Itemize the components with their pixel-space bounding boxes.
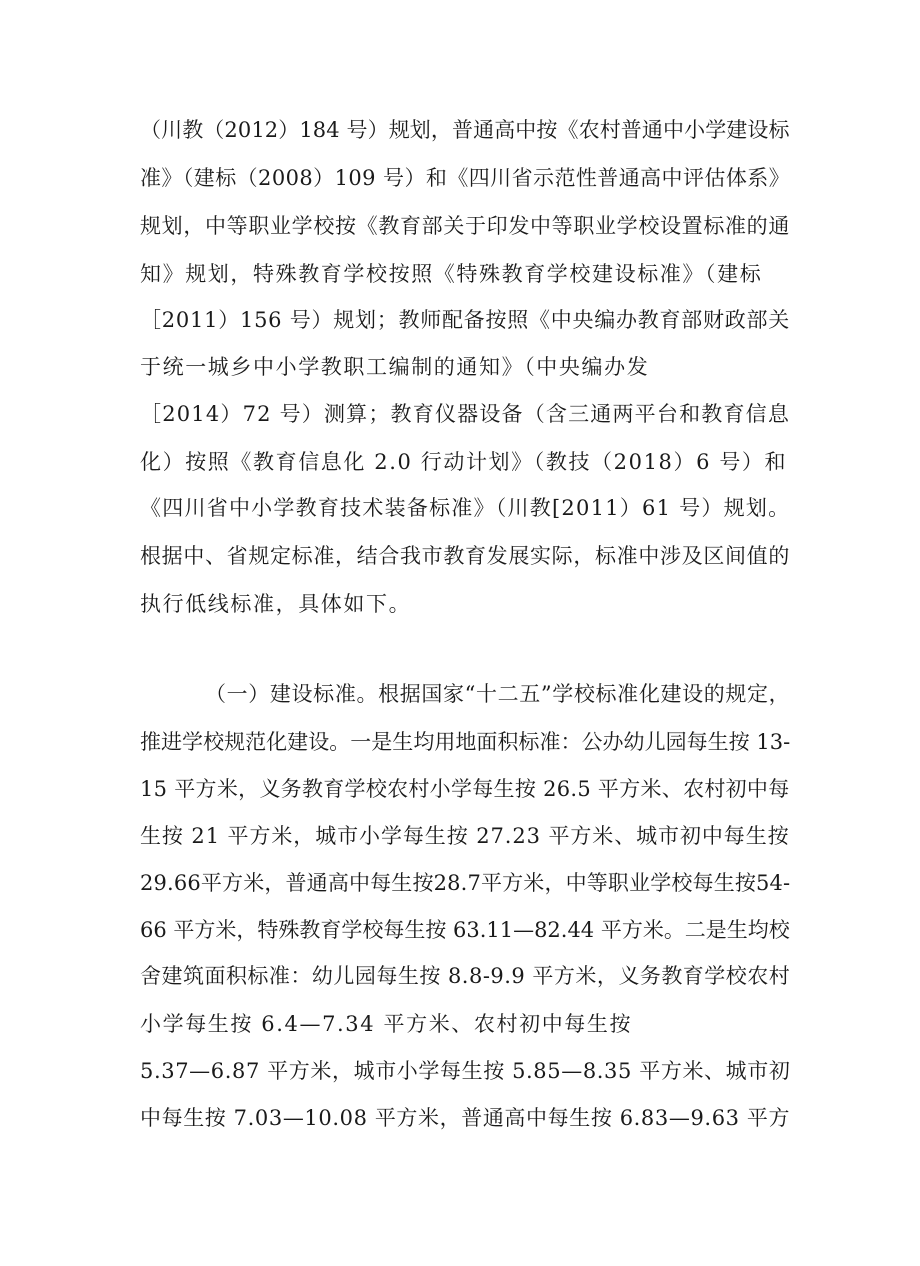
text-line: 推进学校规范化建设。一是生均用地面积标准：公办幼儿园每生按 13- bbox=[140, 730, 791, 754]
text-line: 《四川省中小学教育技术装备标准》（川教[2011）61 号）规划。 bbox=[140, 496, 791, 520]
text-line: 66 平方米，特殊教育学校每生按 63.11—82.44 平方米。二是生均校 bbox=[140, 918, 790, 942]
text-line: 生按 21 平方米，城市小学每生按 27.23 平方米、城市初中每生按 bbox=[140, 824, 790, 848]
text-line: 准》（建标（2008）109 号）和《四川省示范性普通高中评估体系》 bbox=[140, 166, 791, 190]
text-line: （一）建设标准。根据国家“十二五”学校标准化建设的规定， bbox=[205, 682, 791, 706]
text-line: 规划，中等职业学校按《教育部关于印发中等职业学校设置标准的通 bbox=[140, 214, 790, 238]
text-line: 于统一城乡中小学教职工编制的通知》（中央编办发 bbox=[140, 355, 650, 379]
text-line: 化）按照《教育信息化 2.0 行动计划》（教技（2018）6 号）和 bbox=[140, 450, 788, 474]
text-line: 知》规划，特殊教育学校按照《特殊教育学校建设标准》（建标 bbox=[140, 262, 763, 286]
text-line: 29.66平方米，普通高中每生按28.7平方米，中等职业学校每生按54- bbox=[140, 871, 791, 895]
text-line: ［2011）156 号）规划；教师配备按照《中央编办教育部财政部关 bbox=[140, 308, 790, 332]
text-line: 中每生按 7.03—10.08 平方米，普通高中每生按 6.83—9.63 平方 bbox=[140, 1106, 791, 1130]
text-line: ［2014）72 号）测算；教育仪器设备（含三通两平台和教育信息 bbox=[140, 402, 791, 426]
text-line: 舍建筑面积标准：幼儿园每生按 8.8-9.9 平方米，义务教育学校农村 bbox=[140, 964, 791, 988]
text-line: 5.37—6.87 平方米，城市小学每生按 5.85—8.35 平方米、城市初 bbox=[140, 1059, 791, 1083]
text-line: （川教（2012）184 号）规划，普通高中按《农村普通中小学建设标 bbox=[140, 118, 790, 142]
text-line: 小学每生按 6.4—7.34 平方米、农村初中每生按 bbox=[140, 1012, 633, 1036]
text-line: 根据中、省规定标准，结合我市教育发展实际，标准中涉及区间值的 bbox=[140, 544, 790, 568]
text-line: 执行低线标准，具体如下。 bbox=[140, 592, 412, 616]
text-line: 15 平方米，义务教育学校农村小学每生按 26.5 平方米、农村初中每 bbox=[140, 777, 790, 801]
